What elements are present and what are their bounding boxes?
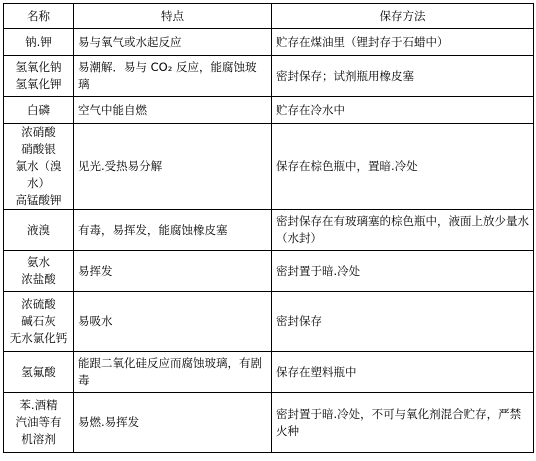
name-cell (4, 56, 74, 97)
reagent-name: 苯.酒精 (19, 398, 58, 412)
storage-cell: 密封置于暗.冷处 (272, 251, 534, 292)
reagent-name: 液溴 (27, 222, 50, 237)
name-cell (4, 393, 74, 453)
feature-cell: 有毒，易挥发，能腐蚀橡皮塞 (74, 210, 272, 251)
storage-cell: 密封置于暗.冷处，不可与氧化剂混合贮存，严禁火种 (272, 393, 534, 453)
reagent-name: 氢氧化钾 (15, 77, 62, 91)
table-row (4, 352, 534, 393)
storage-cell: 保存在塑料瓶中 (272, 352, 534, 393)
feature-cell: 易燃.易挥发 (74, 393, 272, 453)
reagent-name: 浓盐酸 (21, 272, 56, 286)
reagent-name: 高锰酸钾 (15, 193, 62, 207)
feature-cell: 易与氧气或水起反应 (74, 29, 272, 56)
table-row (4, 251, 534, 292)
reagent-name: 无水氯化钙 (9, 331, 68, 345)
name-cell (4, 251, 74, 292)
name-cell (4, 352, 74, 393)
reagent-storage-table (3, 3, 534, 453)
table-row (4, 29, 534, 56)
reagent-name: 氨水 (27, 255, 50, 269)
reagent-name: 浓硫酸 (21, 297, 56, 311)
reagent-name: 白磷 (27, 102, 50, 117)
feature-cell: 空气中能自燃 (74, 97, 272, 124)
reagent-name: 机溶剂 (21, 432, 56, 446)
header-storage: 保存方法 (272, 4, 534, 29)
reagent-name: 硝酸银 (21, 142, 56, 156)
reagent-name: 氢氟酸 (21, 364, 56, 379)
reagent-name: 氢氧化钠 (15, 60, 62, 74)
name-cell (4, 292, 74, 352)
name-cell (4, 29, 74, 56)
table-row (4, 210, 534, 251)
storage-cell: 密封保存 (272, 292, 534, 352)
reagent-name: 碱石灰 (21, 314, 56, 328)
name-cell (4, 124, 74, 210)
feature-cell: 易挥发 (74, 251, 272, 292)
header-feature: 特点 (74, 4, 272, 29)
storage-cell: 密封保存在有玻璃塞的棕色瓶中，液面上放少量水（水封） (272, 210, 534, 251)
name-cell (4, 97, 74, 124)
storage-cell: 贮存在煤油里（锂封存于石蜡中） (272, 29, 534, 56)
header-row (4, 4, 534, 29)
storage-table-sheet (3, 3, 533, 458)
storage-cell: 密封保存；试剂瓶用橡皮塞 (272, 56, 534, 97)
feature-cell: 见光.受热易分解 (74, 124, 272, 210)
table-row (4, 97, 534, 124)
table-row (4, 292, 534, 352)
header-name: 名称 (4, 4, 74, 29)
reagent-name: 汽油等有 (15, 415, 62, 429)
feature-cell: 易潮解．易与 CO₂ 反应，能腐蚀玻璃 (74, 56, 272, 97)
table-row (4, 393, 534, 453)
feature-cell: 能跟二氧化硅反应而腐蚀玻璃，有剧毒 (74, 352, 272, 393)
reagent-name: 浓硝酸 (21, 125, 56, 139)
table-row (4, 56, 534, 97)
storage-cell: 贮存在冷水中 (272, 97, 534, 124)
name-cell (4, 210, 74, 251)
storage-cell: 保存在棕色瓶中，置暗.冷处 (272, 124, 534, 210)
reagent-name: 氯水（溴水） (15, 159, 62, 190)
reagent-name: 钠.钾 (25, 34, 52, 49)
feature-cell: 易吸水 (74, 292, 272, 352)
table-row (4, 124, 534, 210)
